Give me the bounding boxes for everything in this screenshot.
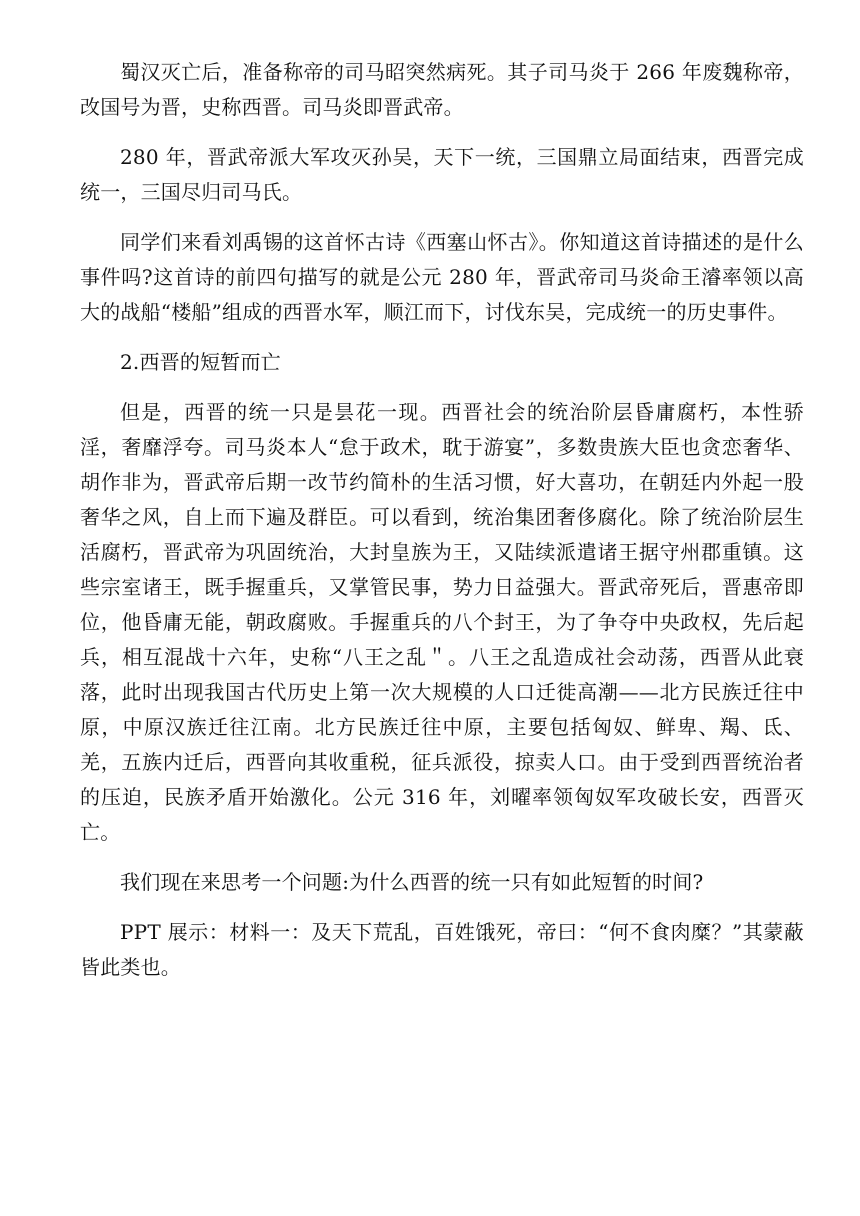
paragraph-ppt-material: PPT 展示：材料一：及天下荒乱，百姓饿死，帝曰：“何不食肉糜？”其蒙蔽皆此类也。 — [80, 920, 804, 979]
paragraph-decline: 但是，西晋的统一只是昙花一现。西晋社会的统治阶层昏庸腐朽，本性骄淫，奢靡浮夸。司马炎本人“怠于政术，耽于游宴”，多数贵族大臣也贪恋奢华、胡作非为，晋武帝后期一改节约简朴的生活习惯，好大喜功，在朝廷内外起一股奢华之风，自上而下遍及群臣。可以看到，统治集团奢侈腐化。除了统治阶层生活腐朽，晋武帝为巩固统治，大封皇族为王，又陆续派遣诸王据守州郡重镇。这些宗室诸王，既手握重兵，又掌管民事，势力日益强大。晋武帝死后，晋惠帝即位，他昏庸无能，朝政腐败。手握重兵的八个封王，为了争夺中央政权，先后起兵，相互混战十六年，史称“八王之乱＂。八王之乱造成社会动荡，西晋从此衰落，此时出现我国古代历史上第一次大规模的人口迁徙高潮——北方民族迁往中原，中原汉族迁往江南。北方民族迁往中原，主要包括匈奴、鲜卑、羯、氐、羌，五族内迁后，西晋向其收重税，征兵派役，掠卖人口。由于受到西晋统治者的压迫，民族矛盾开始激化。公元 316 年，刘曜率领匈奴军攻破长安，西晋灭亡。 — [80, 400, 804, 844]
section-heading: 2.西晋的短暂而亡 — [120, 350, 281, 374]
paragraph-poem: 同学们来看刘禹锡的这首怀古诗《西塞山怀古》。你知道这首诗描述的是什么事件吗?这首诗的前四句描写的就是公元 280 年，晋武帝司马炎命王濬率领以高大的战船“楼船”组成的西晋水军，顺江而下，讨伐东吴，完成统一的历史事件。 — [80, 230, 804, 324]
paragraph-question: 我们现在来思考一个问题:为什么西晋的统一只有如此短暂的时间? — [120, 870, 704, 894]
paragraph-jin-founding: 蜀汉灭亡后，准备称帝的司马昭突然病死。其子司马炎于 266 年废魏称帝，改国号为晋，史称西晋。司马炎即晋武帝。 — [80, 60, 804, 119]
paragraph-unification: 280 年，晋武帝派大军攻灭孙吴，天下一统，三国鼎立局面结束，西晋完成统一，三国尽归司马氏。 — [80, 145, 804, 204]
